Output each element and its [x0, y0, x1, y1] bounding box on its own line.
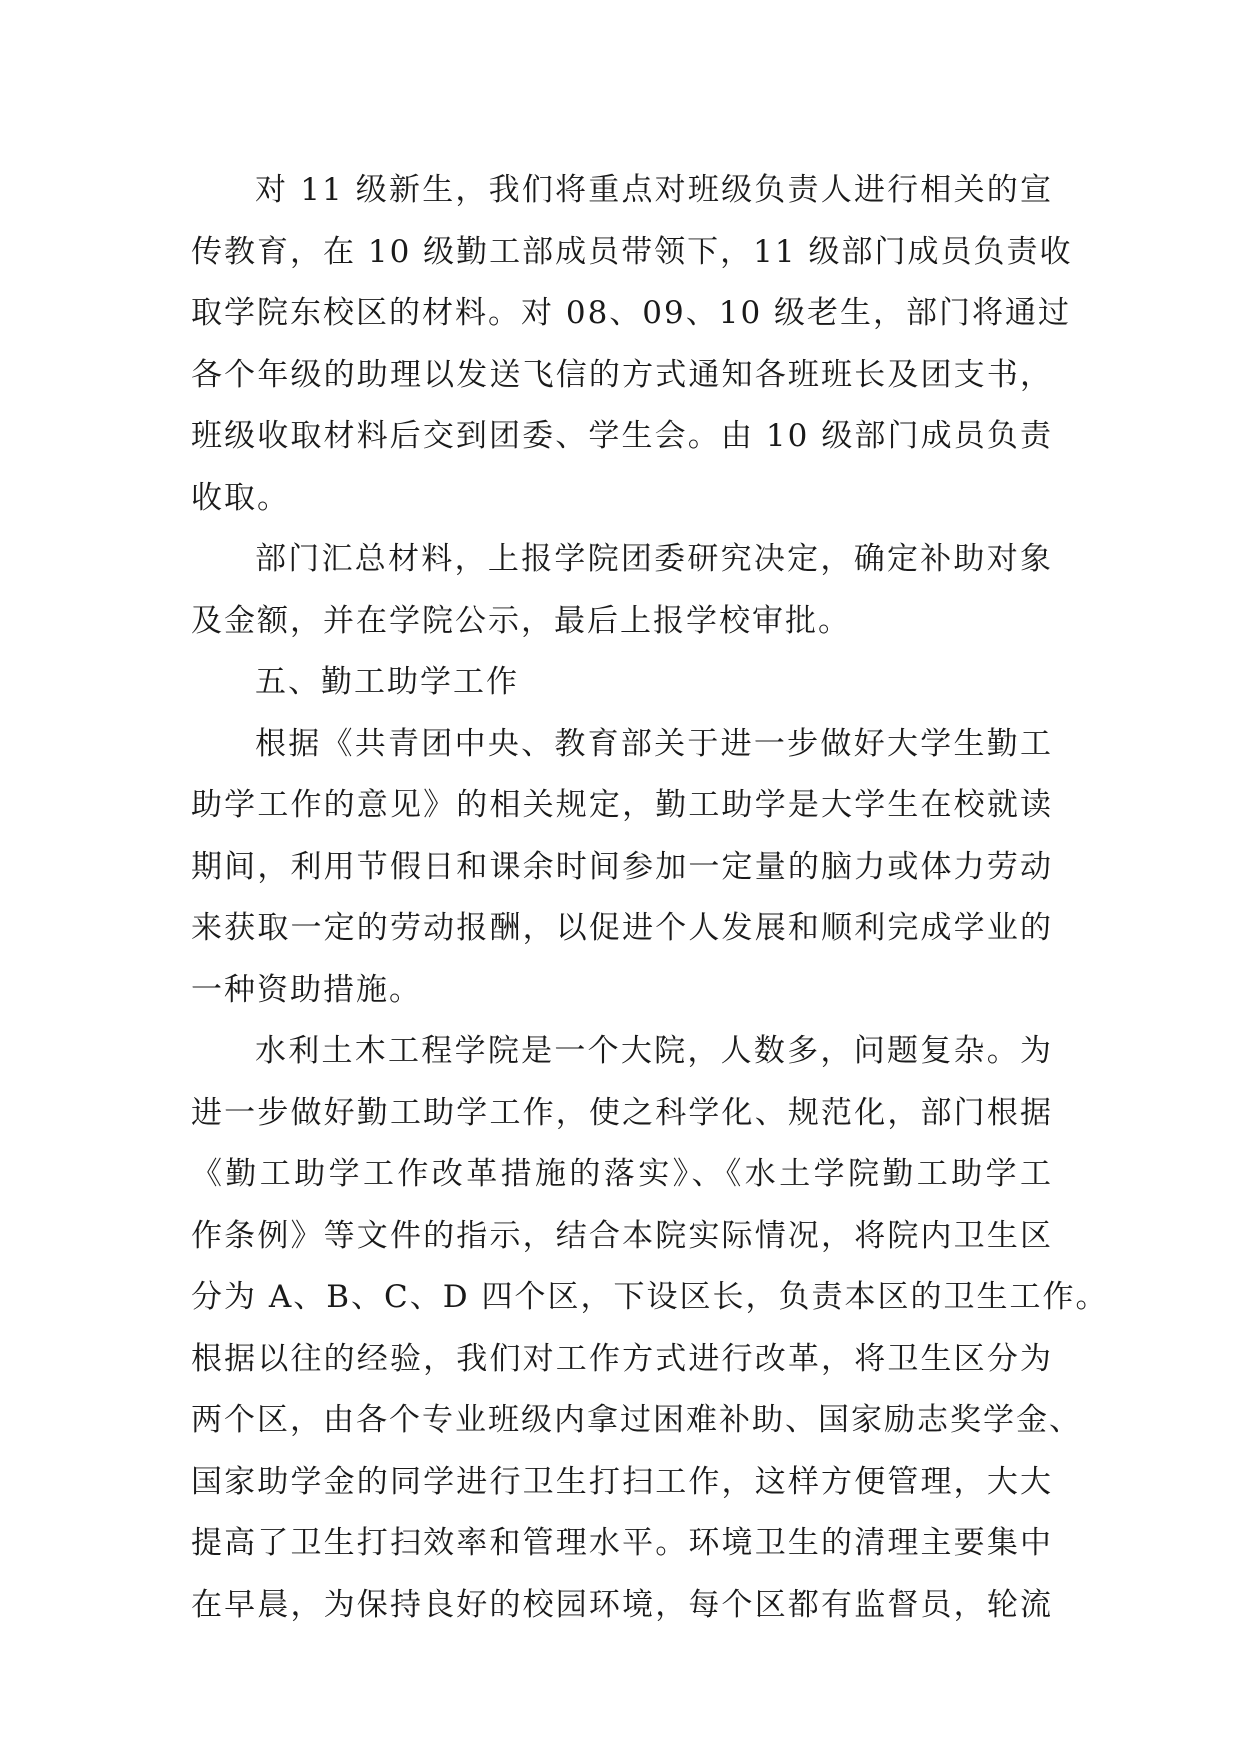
section-heading-text: 五、勤工助学工作: [255, 664, 519, 700]
text-line: 分为 A、B、C、D 四个区，下设区长，负责本区的卫生工作。: [191, 1279, 1109, 1315]
text-line: 取学院东校区的材料。对 08、09、10 级老生，部门将通过: [191, 295, 1072, 331]
text-line: 进一步做好勤工助学工作，使之科学化、规范化，部门根据: [191, 1094, 1053, 1131]
text-line: 《勤工助学工作改革措施的落实》、《水土学院勤工助学工: [191, 1156, 1053, 1192]
text-line: 水利土木工程学院是一个大院，人数多，问题复杂。为: [255, 1033, 1053, 1069]
text-line: 各个年级的助理以发送飞信的方式通知各班班长及团支书，: [191, 356, 1053, 393]
text-line: 来获取一定的劳动报酬，以促进个人发展和顺利完成学业的: [191, 910, 1053, 946]
text-line: 班级收取材料后交到团委、学生会。由 10 级部门成员负责: [191, 418, 1053, 454]
text-line: 传教育，在 10 级勤工部成员带领下，11 级部门成员负责收: [191, 233, 1073, 270]
text-line: 在早晨，为保持良好的校园环境，每个区都有监督员，轮流: [191, 1586, 1053, 1623]
text-line: 根据《共青团中央、教育部关于进一步做好大学生勤工: [255, 725, 1053, 762]
paragraph-3: [191, 714, 1053, 1022]
text-line: 期间，利用节假日和课余时间参加一定量的脑力或体力劳动: [191, 848, 1053, 885]
text-line: 收取。: [191, 479, 290, 516]
text-line: 部门汇总材料，上报学院团委研究决定，确定补助对象: [255, 541, 1053, 577]
paragraph-1: [191, 160, 1073, 529]
text-line: 对 11 级新生，我们将重点对班级负责人进行相关的宣: [255, 172, 1053, 208]
text-line: 一种资助措施。: [191, 971, 422, 1008]
section-heading: [191, 652, 1053, 714]
text-line: 国家助学金的同学进行卫生打扫工作，这样方便管理，大大: [191, 1463, 1053, 1500]
text-line: 根据以往的经验，我们对工作方式进行改革，将卫生区分为: [191, 1340, 1053, 1377]
paragraph-2: [191, 529, 1053, 652]
document-body: [191, 160, 1109, 1636]
text-line: 提高了卫生打扫效率和管理水平。环境卫生的清理主要集中: [191, 1525, 1053, 1561]
text-line: 助学工作的意见》的相关规定，勤工助学是大学生在校就读: [191, 787, 1053, 823]
text-line: 两个区，由各个专业班级内拿过困难补助、国家励志奖学金、: [191, 1402, 1082, 1438]
text-line: 作条例》等文件的指示，结合本院实际情况，将院内卫生区: [191, 1217, 1053, 1254]
paragraph-4: [191, 1021, 1109, 1636]
text-line: 及金额，并在学院公示，最后上报学校审批。: [191, 602, 851, 639]
